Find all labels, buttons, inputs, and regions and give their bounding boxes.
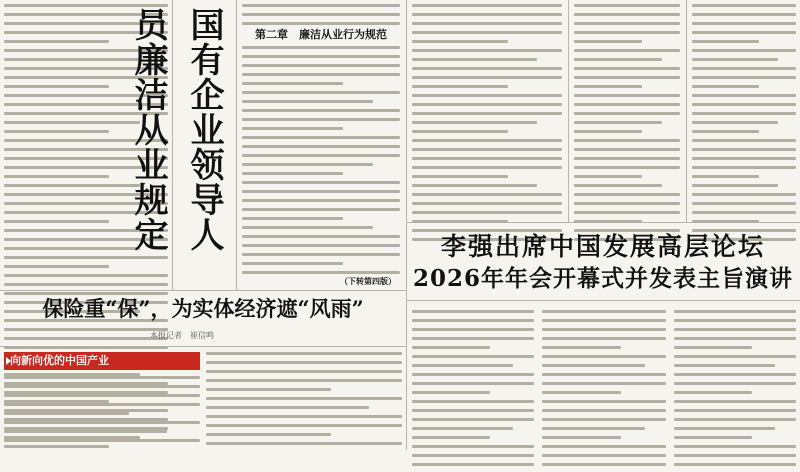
section-rule: [406, 300, 800, 301]
article-body: [674, 310, 796, 472]
chapter-heading: 第二章 廉洁从业行为规范: [255, 28, 387, 41]
article-body: [542, 310, 666, 472]
article-body: [412, 310, 534, 472]
column-rule: [686, 0, 687, 222]
section-tag-label: 向新向优的中国产业: [10, 354, 109, 367]
article-body: [692, 4, 796, 247]
main-headline: 国有企业领导人员廉洁从业规定: [128, 6, 224, 252]
article-body: [412, 4, 562, 247]
section-tag-arrow-icon: [6, 357, 11, 365]
article-body: [4, 376, 200, 448]
article-byline: 本报记者 崔信鸣: [150, 331, 214, 340]
article-body: [574, 4, 680, 247]
continued-note: （下转第四版）: [340, 277, 396, 286]
article-body: [242, 46, 400, 280]
article-body: [206, 352, 402, 451]
column-rule: [236, 0, 237, 290]
news-headline: 李强出席中国发展高层论坛: [440, 232, 765, 261]
news-headline-sub: 2026年年会开幕式并发表主旨演讲: [412, 265, 793, 292]
column-rule: [568, 0, 569, 222]
section-tag: [4, 352, 200, 370]
column-rule: [406, 0, 407, 450]
insurance-headline: 保险重“保”，为实体经济遮“风雨”: [42, 296, 364, 321]
